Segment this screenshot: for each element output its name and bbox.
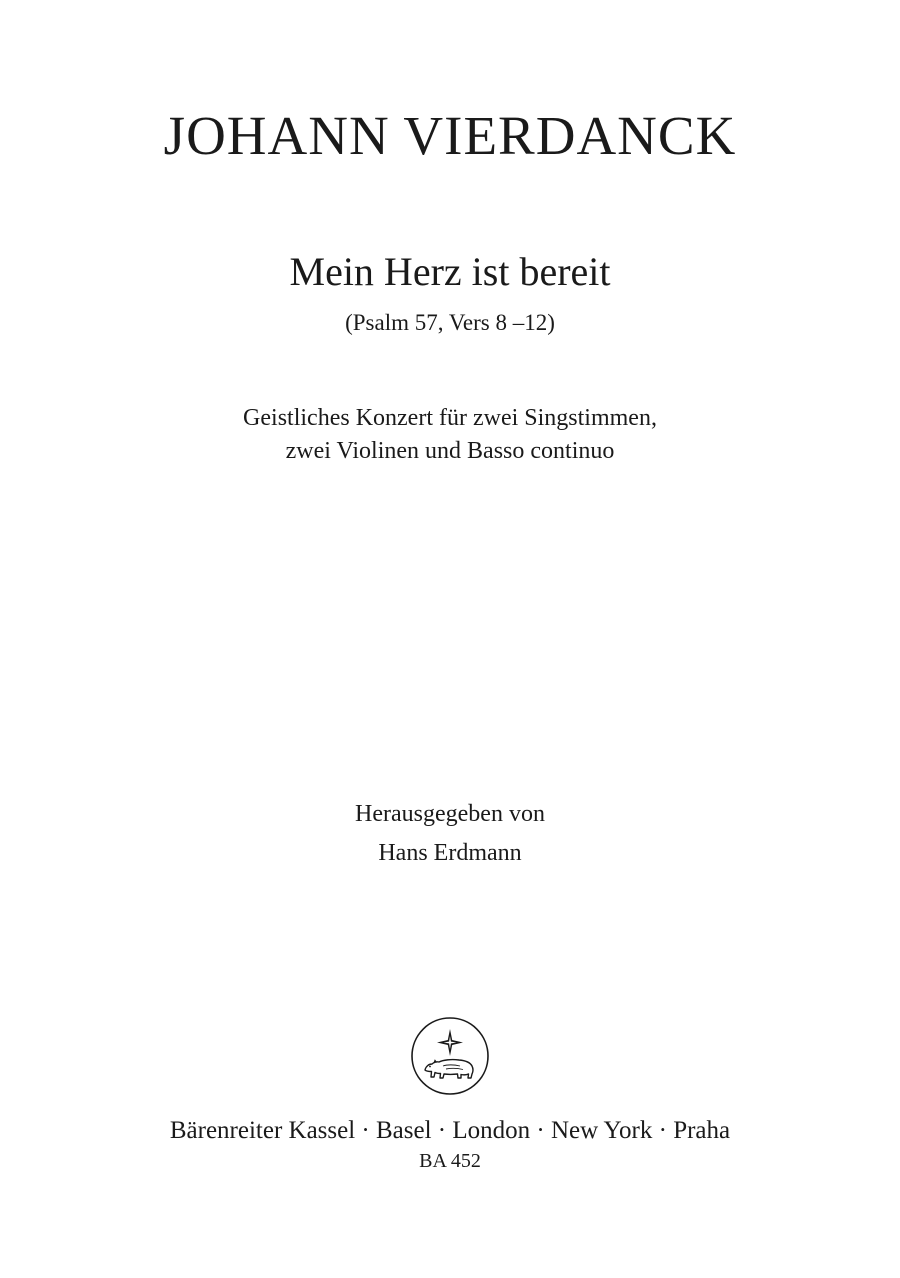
editor-label: Herausgegeben von [355,801,545,827]
description-line-2: zwei Violinen und Basso continuo [285,438,615,464]
composer-name: JOHANN VIERDANCK [163,105,737,166]
description-line-1: Geistliches Konzert für zwei Singstimmen, [243,405,657,431]
work-title: Mein Herz ist bereit [289,249,611,294]
publisher-imprint: Bärenreiter Kassel · Basel · London · New York · Praha [169,1117,731,1144]
editor-name: Hans Erdmann [378,840,522,866]
work-subtitle: (Psalm 57, Vers 8 –12) [345,310,555,335]
publisher-logo-icon [410,1016,490,1096]
catalog-number: BA 452 [419,1150,481,1172]
